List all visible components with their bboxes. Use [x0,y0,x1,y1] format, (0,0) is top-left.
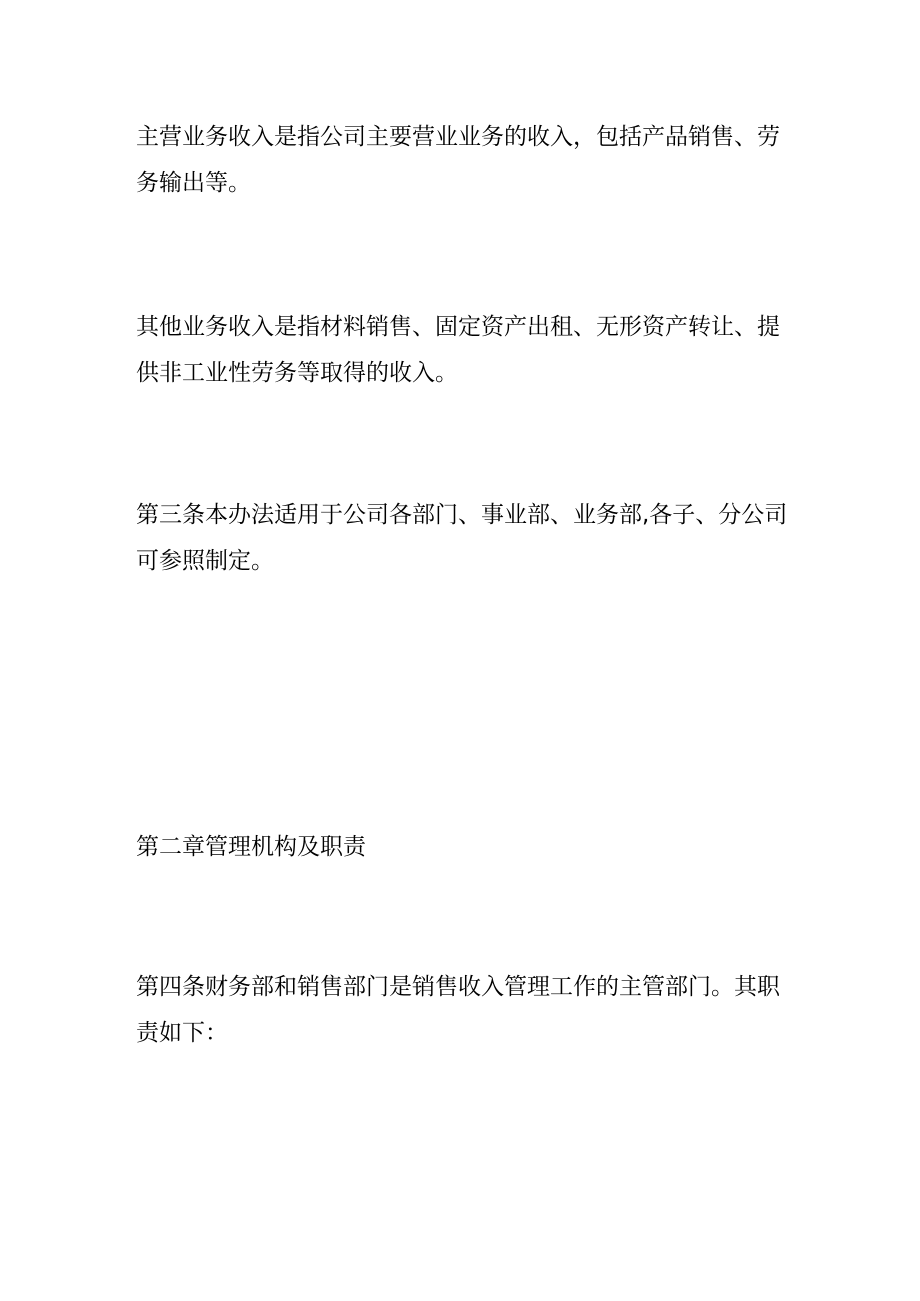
paragraph-main-business-income [136,114,796,206]
paragraph-article-three [136,492,796,584]
text-line: 责如下： [136,1020,228,1046]
text-line: 第三条本办法适用于公司各部门、事业部、业务部,各子、分公司 [136,502,788,528]
text-line: 务输出等。 [136,170,251,196]
paragraph-other-business-income [136,304,796,396]
text-line: 主营业务收入是指公司主要营业业务的收入，包括产品销售、劳 [136,124,780,150]
paragraph-article-four [136,964,796,1056]
text-line: 其他业务收入是指材料销售、固定资产出租、无形资产转让、提 [136,314,780,340]
text-line: 第二章管理机构及职责 [136,834,366,860]
text-line: 供非工业性劳务等取得的收入。 [136,360,458,386]
chapter-heading [136,824,796,870]
text-line: 第四条财务部和销售部门是销售收入管理工作的主管部门。其职 [136,974,780,1000]
text-line: 可参照制定。 [136,548,274,574]
